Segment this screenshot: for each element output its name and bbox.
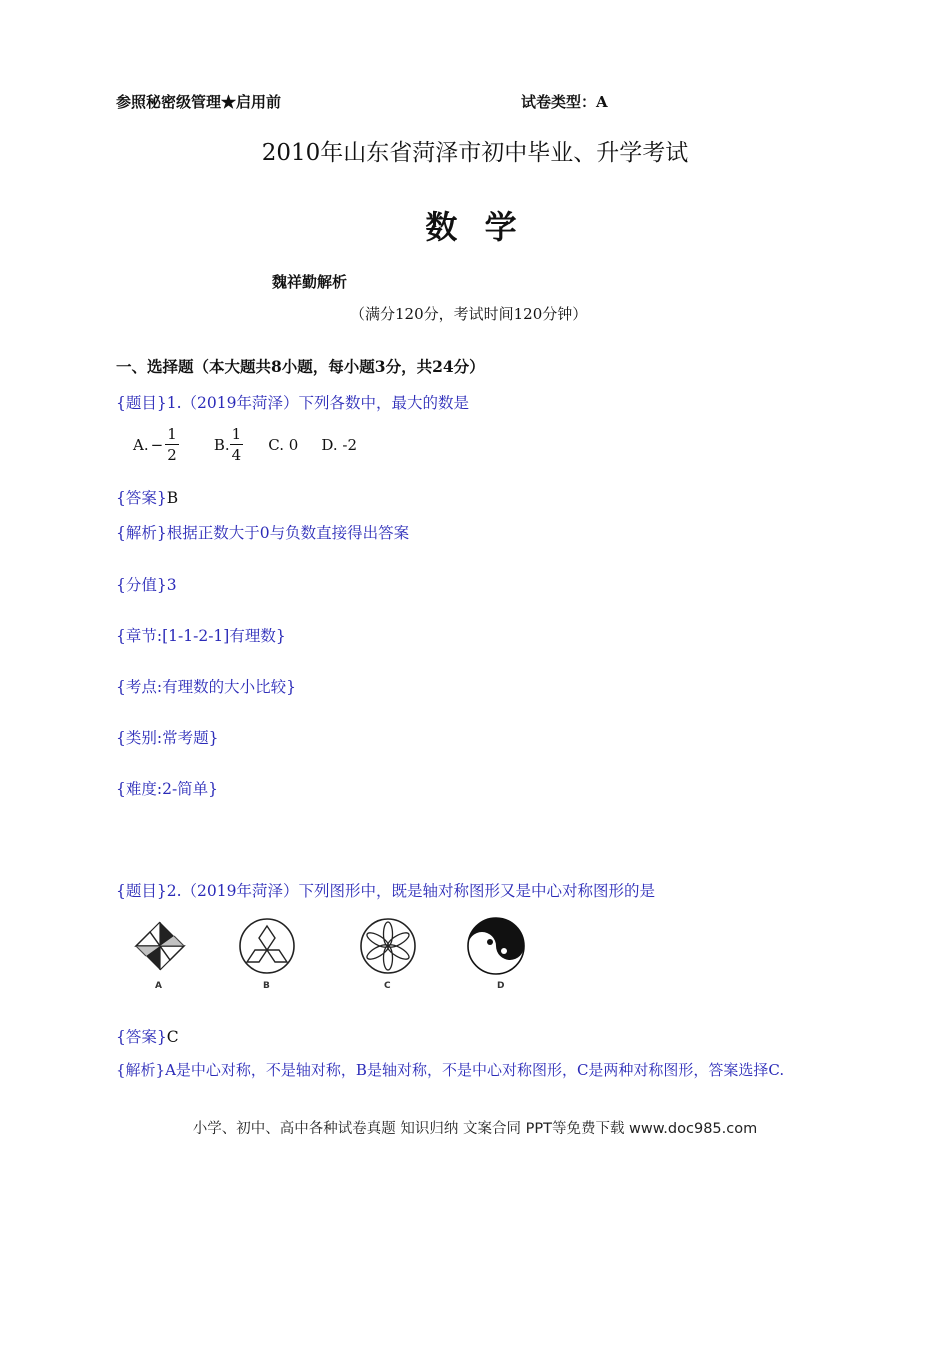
figure-d-yin-yang-icon — [468, 918, 524, 974]
subject-title: 数 学 — [425, 208, 525, 246]
section-heading: 一、选择题（本大题共8小题，每小题3分，共24分） — [116, 357, 485, 376]
figure-a-pinwheel-icon — [136, 922, 184, 970]
q2-answer-tag: {答案} — [116, 1028, 167, 1046]
q2-answer-value: C — [166, 1028, 179, 1046]
q1-stem — [116, 391, 469, 413]
q1-option-a-numerator: 1 — [167, 425, 177, 443]
q1-option-a-sign: − — [150, 435, 164, 454]
q1-point: {考点:有理数的大小比较} — [116, 678, 296, 696]
header-right: 试卷类型：A — [521, 93, 608, 111]
q1-stem-text: {题目}1.（2019年菏泽）下列各数中，最大的数是 — [116, 394, 469, 412]
figure-c-flower-circle-icon — [361, 919, 415, 973]
q1-option-a — [133, 424, 179, 465]
q1-analysis: {解析}根据正数大于0与负数直接得出答案 — [116, 524, 410, 542]
q2-stem-text: {题目}2.（2019年菏泽）下列图形中，既是轴对称图形又是中心对称图形的是 — [116, 882, 655, 900]
q1-option-b-prefix: B. — [213, 435, 230, 454]
q1-options — [133, 424, 373, 465]
q1-answer — [116, 486, 178, 508]
figure-label-d: D — [497, 981, 505, 991]
figure-b-circle-rhombus-icon — [240, 919, 294, 973]
q1-option-c: C. 0 — [268, 435, 299, 454]
q1-difficulty: {难度:2-简单} — [116, 780, 219, 798]
q1-option-b-fraction — [230, 424, 244, 465]
q1-option-b-numerator: 1 — [231, 425, 242, 443]
figure-label-a: A — [155, 981, 162, 991]
header-left: 参照秘密级管理★启用前 — [116, 93, 282, 111]
q1-answer-value: B — [166, 489, 179, 507]
q2-answer — [116, 1025, 179, 1047]
q1-option-b-denominator: 4 — [231, 446, 242, 464]
exam-info: （满分120分，考试时间120分钟） — [350, 305, 588, 323]
q1-answer-tag: {答案} — [116, 489, 167, 507]
author: 魏祥勤解析 — [272, 273, 348, 291]
q1-option-b — [214, 424, 243, 465]
q1-option-a-denominator: 2 — [167, 446, 177, 464]
figure-label-c: C — [384, 981, 391, 991]
q2-figures — [120, 912, 540, 994]
q2-analysis: {解析}A是中心对称，不是轴对称，B是轴对称，不是中心对称图形，C是两种对称图形，答案选择C. — [116, 1061, 785, 1079]
q1-chapter: {章节:[1-1-2-1]有理数} — [116, 627, 286, 645]
page-footer: 小学、初中、高中各种试卷真题 知识归纳 文案合同 PPT等免费下载 www.doc985.com — [192, 1121, 758, 1137]
figure-label-b: B — [263, 981, 270, 991]
q2-stem — [116, 879, 655, 901]
q1-score: {分值}3 — [116, 576, 177, 594]
exam-title: 2010年山东省菏泽市初中毕业、升学考试 — [261, 140, 689, 166]
q1-option-d: D. -2 — [321, 435, 358, 454]
q1-option-a-prefix: A. — [133, 435, 149, 454]
q1-category: {类别:常考题} — [116, 729, 219, 747]
q1-option-a-fraction — [165, 424, 179, 465]
